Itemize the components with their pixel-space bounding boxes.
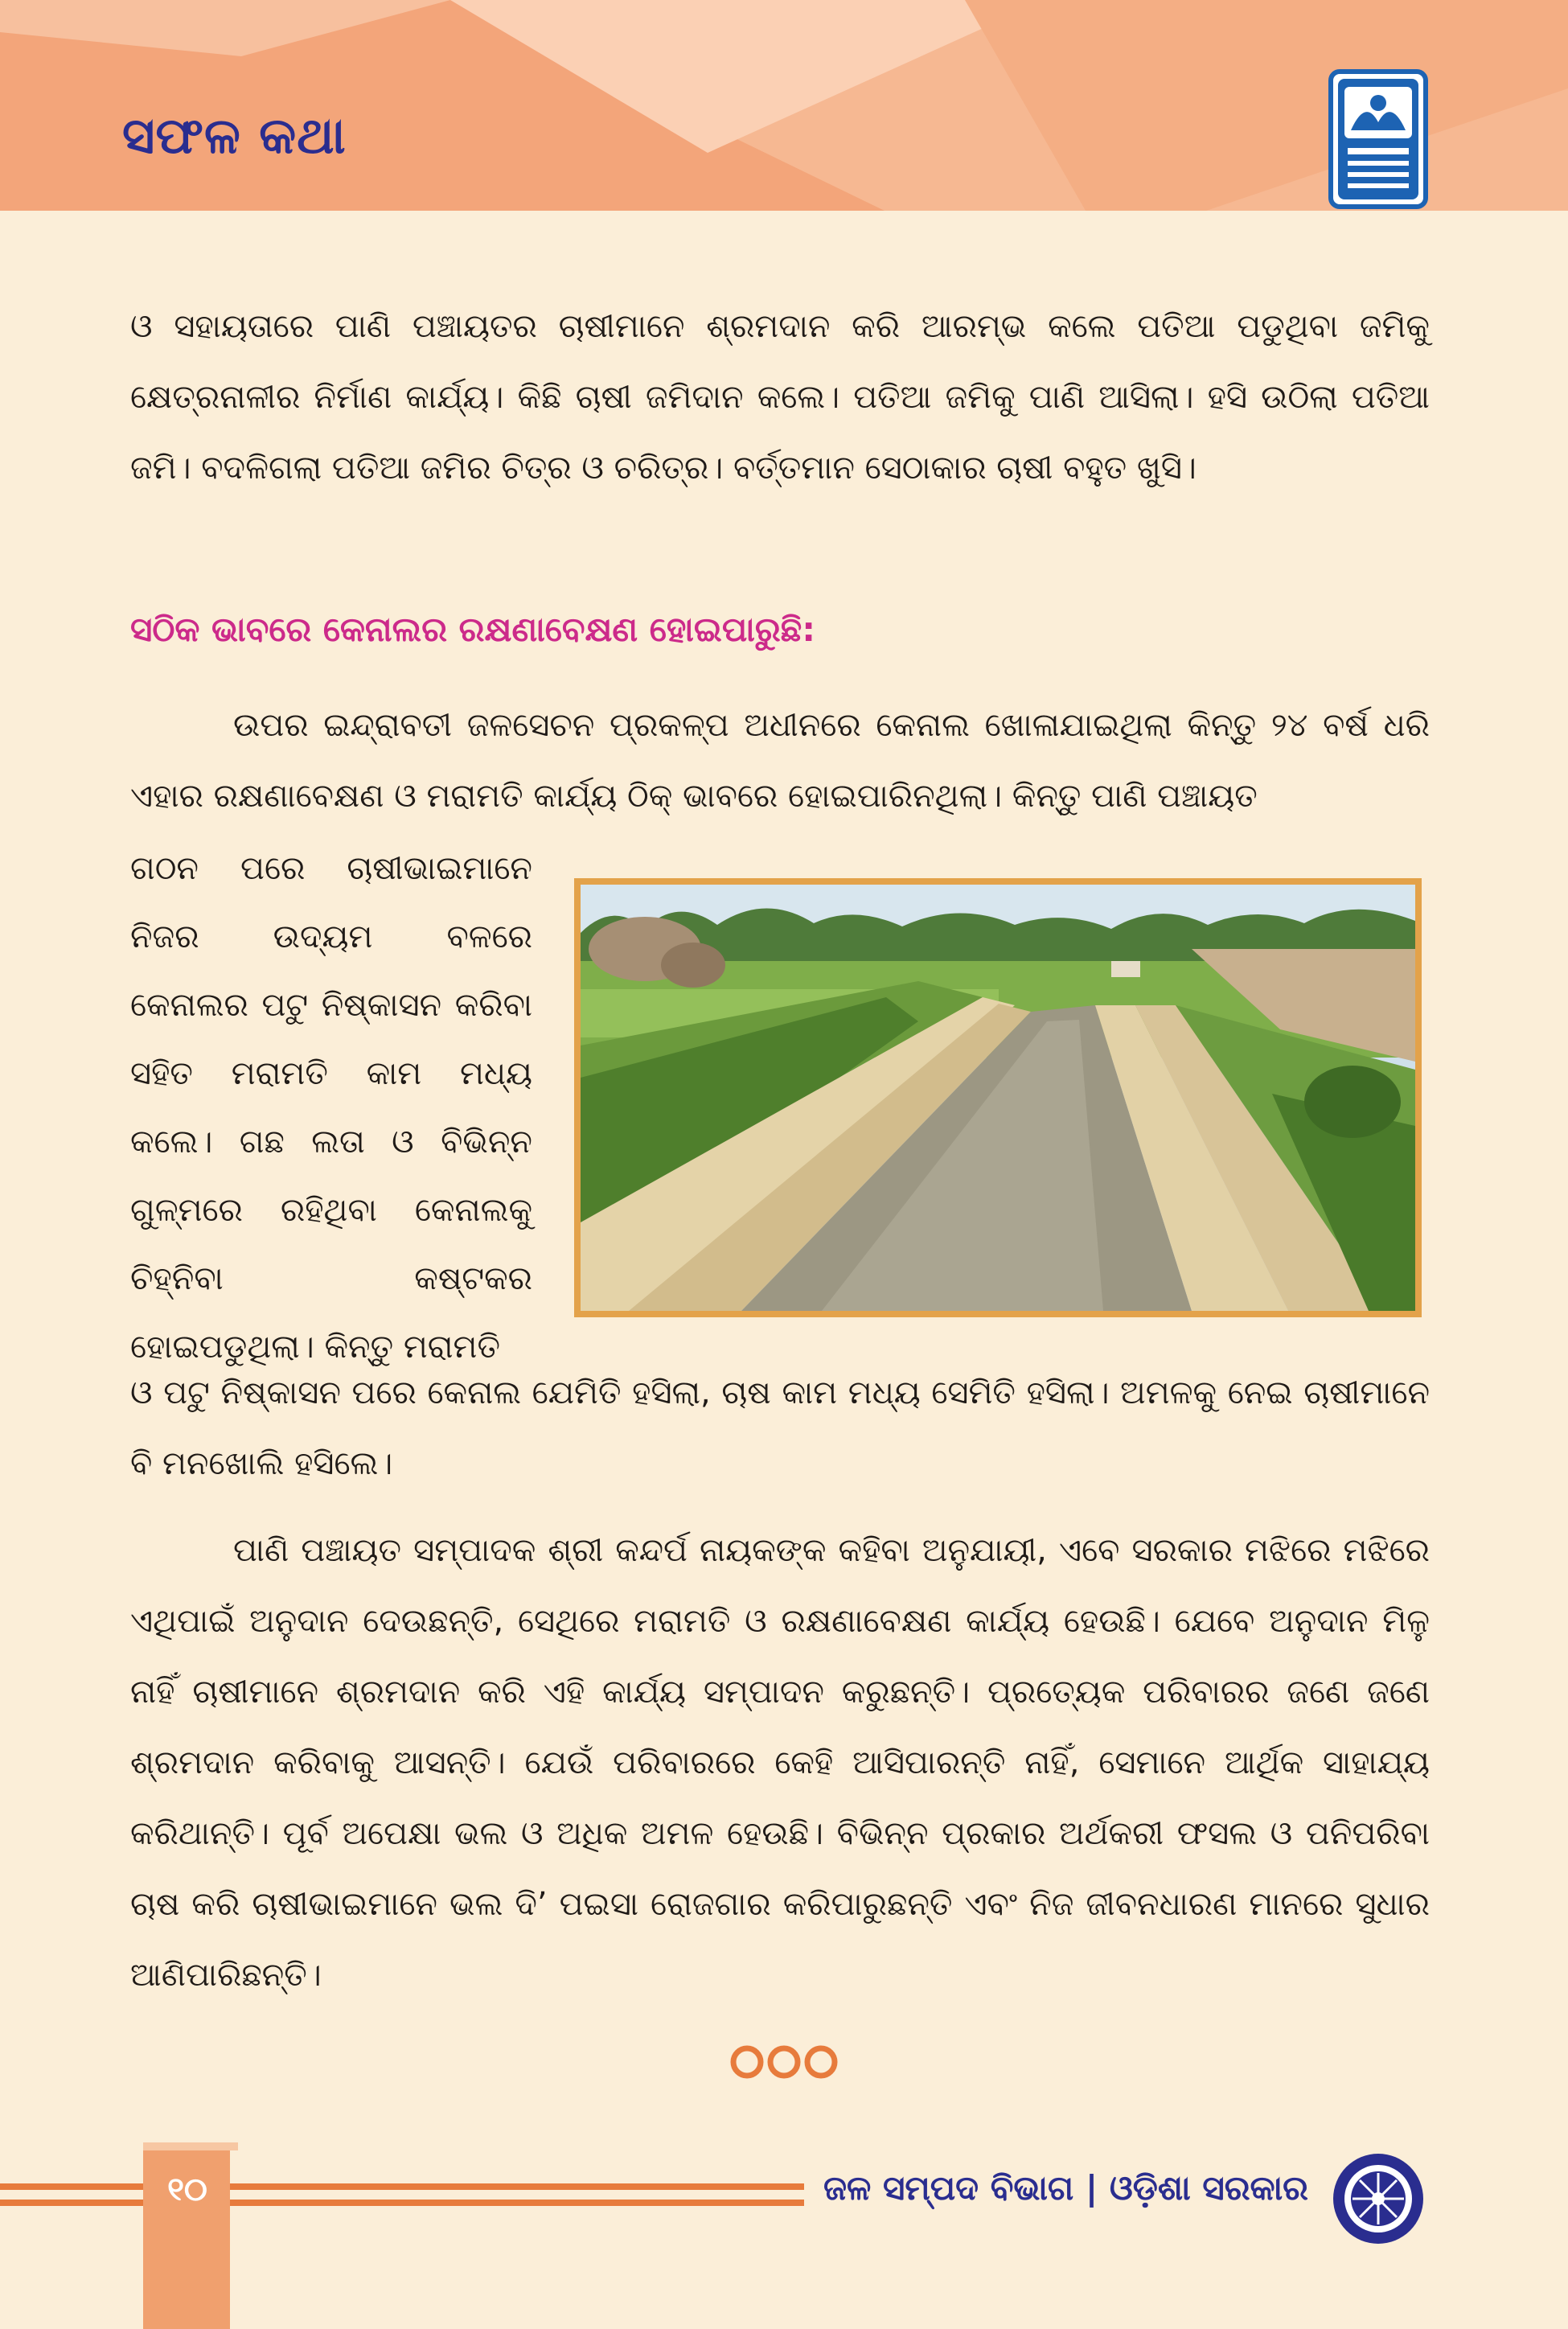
section-subheading: ସଠିକ ଭାବରେ କେନାଲର ରକ୍ଷଣାବେକ୍ଷଣ ହୋଇପାରୁଛି:: [130, 610, 816, 649]
paragraph-secretary-statement: ପାଣି ପଞ୍ଚାୟତ ସମ୍ପାଦକ ଶ୍ରୀ କନ୍ଦର୍ପ ନାୟକଙ୍କ କହିବା ଅନୁଯାୟୀ, ଏବେ ସରକାର ମଝିରେ ମଝିରେ ଏଥିପାଇଁ ଅନୁଦାନ ଦେଉଛନ୍ତି, ସେଥିରେ ମରାମତି ଓ ରକ୍ଷଣାବେକ୍ଷଣ କାର୍ଯ୍ୟ ହେଉଛି। ଯେବେ ଅନୁଦାନ ମିଳୁ ନାହିଁ ଚାଷୀମାନେ ଶ୍ରମଦାନ କରି ଏହି କାର୍ଯ୍ୟ ସମ୍ପାଦନ କରୁଛନ୍ତି। ପ୍ରତ୍ୟେକ ପରିବାରର ଜଣେ ଜଣେ ଶ୍ରମଦାନ କରିବାକୁ ଆସନ୍ତି। ଯେଉଁ ପରିବାରରେ କେହି ଆସିପାରନ୍ତି ନାହିଁ, ସେମାନେ ଆର୍ଥିକ ସାହାଯ୍ୟ କରିଥାନ୍ତି। ପୂର୍ବ ଅପେକ୍ଷା ଭଲ ଓ ଅଧିକ ଅମଳ ହେଉଛି। ବିଭିନ୍ନ ପ୍ରକାର ଅର୍ଥକରୀ ଫସଲ ଓ ପନିପରିବା ଚାଷ କରି ଚାଷୀଭାଇମାନେ ଭଲ ଦି’ ପଇସା ରୋଜଗାର କରିପାରୁଛନ୍ତି ଏବଂ ନିଜ ଜୀବନଧାରଣ ମାନରେ ସୁଧାର ଆଣିପାରିଛନ୍ତି।: [130, 1532, 1430, 1994]
paragraph-canal-intro: ଉପର ଇନ୍ଦ୍ରାବତୀ ଜଳସେଚନ ପ୍ରକଳ୍ପ ଅଧୀନରେ କେନାଲ ଖୋଳାଯାଇଥିଲା କିନ୍ତୁ ୨୪ ବର୍ଷ ଧରି ଏହାର ରକ୍ଷଣାବେକ୍ଷଣ ଓ ମରାମତି କାର୍ଯ୍ୟ ଠିକ୍ ଭାବରେ ହୋଇପାରିନଥିଲା। କିନ୍ତୁ ପାଣି ପଞ୍ଚାୟତ: [130, 707, 1430, 815]
paragraph-canal-wrap: ଗଠନ ପରେ ଚାଷୀଭାଇମାନେ ନିଜର ଉଦ୍ୟମ ବଳରେ କେନାଲର ପଟୁ ନିଷ୍କାସନ କରିବା ସହିତ ମରାମତି କାମ ମଧ୍ୟ କଲେ। ଗଛ ଲତା ଓ ବିଭିନ୍ନ ଗୁଳ୍ମରେ ରହିଥିବା କେନାଲକୁ ଚିହ୍ନିବା କଷ୍ଟକର ହୋଇପଡୁଥିଲା। କିନ୍ତୁ ମରାମତି: [130, 850, 532, 1366]
page-number: ୧୦: [167, 2171, 207, 2208]
canal-photo-illustration: [581, 885, 1415, 1311]
page-header: [0, 0, 1568, 211]
footer-caption: ଜଳ ସମ୍ପଦ ବିଭାଗ | ଓଡ଼ିଶା ସରକାର: [823, 2168, 1308, 2208]
department-logo-icon: [1328, 69, 1428, 209]
odisha-government-emblem-icon: [1330, 2150, 1426, 2247]
triple-circle-end-mark-icon: [729, 2044, 839, 2080]
page-number-tab: [143, 2142, 230, 2329]
footer-rule-bottom: [0, 2200, 804, 2206]
section-title: ସଫଳ କଥା: [122, 106, 347, 165]
footer-rule-top: [0, 2183, 804, 2190]
paragraph-intro: ଓ ସହାୟତାରେ ପାଣି ପଞ୍ଚାୟତର ଚାଷୀମାନେ ଶ୍ରମଦାନ କରି ଆରମ୍ଭ କଲେ ପତିଆ ପଡୁଥିବା ଜମିକୁ କ୍ଷେତ୍ରନାଳୀର ନିର୍ମାଣ କାର୍ଯ୍ୟ। କିଛି ଚାଷୀ ଜମିଦାନ କଲେ। ପତିଆ ଜମିକୁ ପାଣି ଆସିଲା। ହସି ଉଠିଲା ପତିଆ ଜମି। ବଦଳିଗଲା ପତିଆ ଜମିର ଚିତ୍ର ଓ ଚରିତ୍ର। ବର୍ତ୍ତମାନ ସେଠାକାର ଚାଷୀ ବହୁତ ଖୁସି।: [130, 308, 1430, 487]
paragraph-canal-end: ଓ ପଟୁ ନିଷ୍କାସନ ପରେ କେନାଲ ଯେମିତି ହସିଲା, ଚାଷ କାମ ମଧ୍ୟ ସେମିତି ହସିଲା। ଅମଳକୁ ନେଇ ଚାଷୀମାନେ ବି ମନଖୋଲି ହସିଲେ।: [130, 1374, 1430, 1482]
page-number-tab-cap: [143, 2142, 238, 2150]
irrigation-canal-photo: [574, 878, 1422, 1317]
